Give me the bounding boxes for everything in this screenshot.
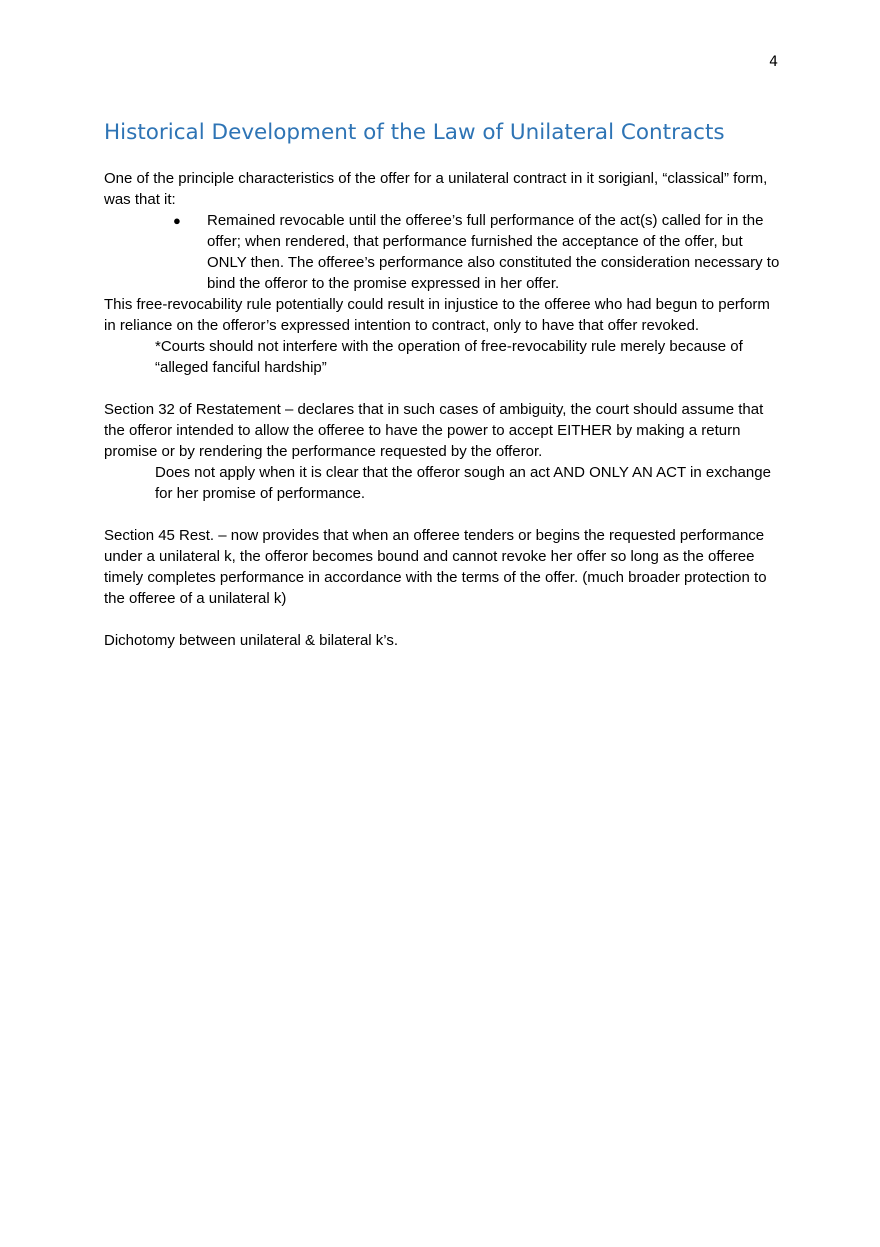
- dichotomy-paragraph: Dichotomy between unilateral & bilateral k’s.: [104, 632, 399, 649]
- free-revocability-paragraph: This free-revocability rule potentially could result in injustice to the offeree who had begun to perform in reliance on the offeror’s expressed intention to contract, only to have that offer revoked.: [104, 296, 770, 334]
- bullet-icon: ●: [173, 213, 181, 228]
- section-32-note: Does not apply when it is clear that the offeror sough an act AND ONLY AN ACT in exchange for her promise of performance.: [155, 464, 771, 502]
- intro-paragraph: One of the principle characteristics of the offer for a unilateral contract in it sorigianl, “classical” form, was that it:: [104, 170, 768, 208]
- bullet-text: Remained revocable until the offeree’s full performance of the act(s) called for in the offer; when rendered, that performance furnished the acceptance of the offer, but ONLY then. The offeree’s performance also constituted the consideration necessary to bind the offeror to the promise expressed in her offer.: [207, 212, 780, 292]
- section-heading: Historical Development of the Law of Unilateral Contracts: [104, 120, 725, 145]
- section-45-paragraph: Section 45 Rest. – now provides that when an offeree tenders or begins the requested performance under a unilateral k, the offeror becomes bound and cannot revoke her offer so long as the offeree timely completes performance in accordance with the terms of the offer. (much broader protection to the offeree of a unilateral k): [104, 527, 767, 607]
- bullet-list: [104, 210, 780, 294]
- list-item: [173, 210, 780, 294]
- courts-note: *Courts should not interfere with the operation of free-revocability rule merely because of “alleged fanciful hardship”: [155, 338, 743, 376]
- page-number: 4: [769, 54, 778, 70]
- section-32-paragraph: Section 32 of Restatement – declares that in such cases of ambiguity, the court should assume that the offeror intended to allow the offeree to have the power to accept EITHER by making a return promise or by rendering the performance requested by the offeror.: [104, 401, 764, 460]
- document-body: [104, 118, 780, 651]
